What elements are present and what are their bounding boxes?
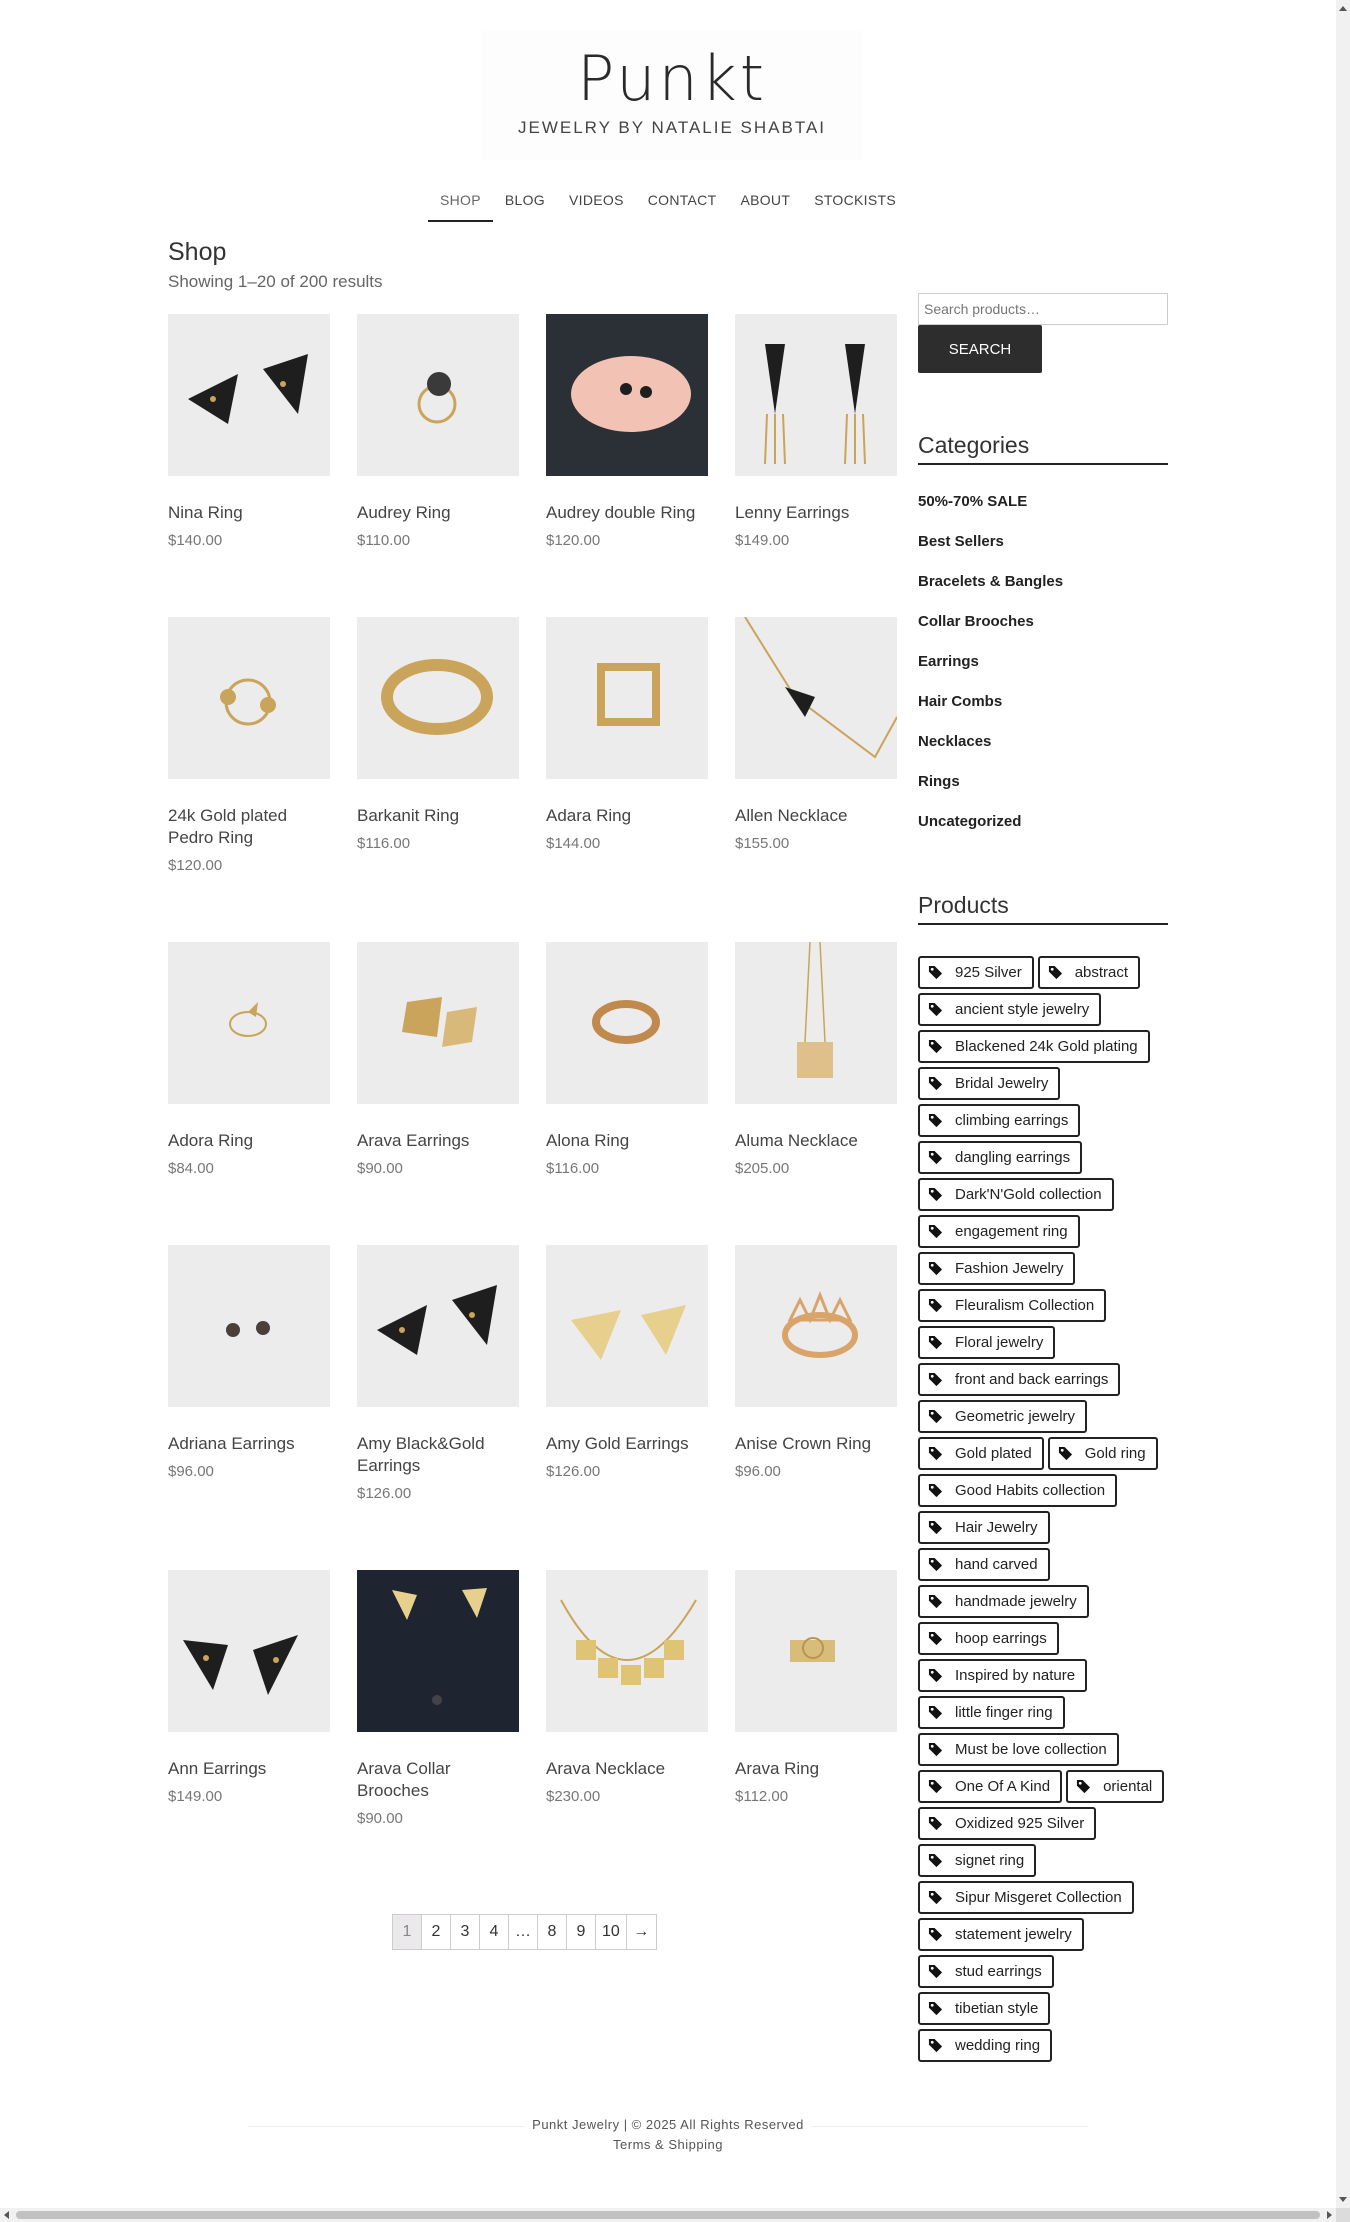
tag-icon	[928, 1039, 943, 1054]
pagination	[392, 1914, 657, 1950]
scrollbar-thumb[interactable]	[16, 2211, 1320, 2219]
product-image[interactable]	[546, 314, 708, 476]
product-price: $90.00	[357, 1160, 403, 1177]
page-ellipsis: …	[509, 1915, 538, 1949]
product-name[interactable]: Barkanit Ring	[357, 806, 460, 825]
tag-icon	[1058, 1446, 1073, 1461]
product-tag[interactable]	[918, 1400, 1087, 1433]
tag-label: little finger ring	[955, 1704, 1053, 1721]
vertical-scrollbar[interactable]	[1336, 0, 1350, 2208]
category-link[interactable]: 50%-70% SALE	[918, 493, 1028, 510]
product-name[interactable]: Arava Collar Brooches	[357, 1759, 451, 1800]
product-card[interactable]	[357, 1570, 519, 1827]
page-link[interactable]: 2	[422, 1915, 451, 1949]
tag-icon	[1048, 965, 1063, 980]
tag-label: ancient style jewelry	[955, 1001, 1090, 1018]
tag-row	[918, 1696, 1178, 1733]
tag-label: stud earrings	[955, 1963, 1042, 1980]
tag-icon	[928, 1187, 943, 1202]
product-tag[interactable]	[918, 1104, 1080, 1137]
tag-icon	[928, 1446, 943, 1461]
product-price: $126.00	[546, 1463, 601, 1480]
tag-row	[918, 1733, 1178, 1770]
product-tag[interactable]	[918, 1918, 1084, 1951]
product-card[interactable]	[168, 1570, 330, 1805]
product-card[interactable]	[546, 617, 708, 852]
product-tag[interactable]	[918, 1844, 1036, 1877]
tag-icon	[928, 1113, 943, 1128]
tag-row	[918, 1548, 1178, 1585]
product-image[interactable]	[546, 942, 708, 1104]
category-link[interactable]: Bracelets & Bangles	[918, 573, 1064, 590]
result-count: Showing 1–20 of 200 results	[168, 272, 383, 291]
tag-row	[918, 1215, 1178, 1252]
product-card[interactable]	[357, 1245, 519, 1502]
tag-icon	[928, 1816, 943, 1831]
product-tag[interactable]	[918, 1252, 1075, 1285]
product-tag[interactable]	[918, 1733, 1119, 1766]
tag-row	[918, 1289, 1178, 1326]
product-card[interactable]	[735, 617, 897, 852]
nav-stockists[interactable]: STOCKISTS	[814, 192, 896, 208]
product-image[interactable]	[168, 617, 330, 779]
scroll-down-icon[interactable]	[1339, 2197, 1347, 2202]
tag-icon	[928, 1705, 943, 1720]
tag-icon	[928, 1372, 943, 1387]
product-name[interactable]: Adriana Earrings	[168, 1434, 295, 1453]
tag-icon	[928, 1002, 943, 1017]
product-price: $96.00	[168, 1463, 214, 1480]
product-tag[interactable]	[918, 1178, 1114, 1211]
tag-label: wedding ring	[955, 2037, 1041, 2054]
product-price: $110.00	[357, 532, 411, 549]
tag-row	[918, 1363, 1178, 1400]
category-link[interactable]: Rings	[918, 773, 960, 790]
tag-icon	[928, 1261, 943, 1276]
tag-label: Bridal Jewelry	[955, 1075, 1049, 1092]
product-tag[interactable]	[918, 1585, 1089, 1618]
product-image[interactable]	[735, 942, 897, 1104]
tag-label: signet ring	[955, 1852, 1025, 1869]
tag-label: tibetian style	[955, 2000, 1039, 2017]
page-title: Shop	[168, 238, 227, 266]
product-name[interactable]: Arava Necklace	[546, 1759, 666, 1778]
tag-label: hoop earrings	[955, 1630, 1047, 1647]
product-name[interactable]: Ann Earrings	[168, 1759, 267, 1778]
nav-contact[interactable]: CONTACT	[647, 192, 717, 208]
tag-row	[918, 1474, 1178, 1511]
product-tag[interactable]	[1038, 956, 1140, 989]
tag-row	[918, 1178, 1178, 1215]
product-tag[interactable]	[918, 1326, 1055, 1359]
tag-icon	[928, 1853, 943, 1868]
logo-tagline: JEWELRY BY NATALIE SHABTAI	[517, 118, 827, 137]
tag-icon	[928, 1890, 943, 1905]
tag-icon	[928, 2001, 943, 2016]
product-image[interactable]	[735, 617, 897, 779]
product-tag[interactable]	[918, 1955, 1054, 1988]
product-tag[interactable]	[918, 956, 1034, 989]
product-tag[interactable]	[918, 1289, 1106, 1322]
tag-label: Oxidized 925 Silver	[955, 1815, 1085, 1832]
product-name[interactable]: Lenny Earrings	[735, 503, 850, 522]
product-tag[interactable]	[918, 1807, 1096, 1840]
tag-label: front and back earrings	[955, 1371, 1109, 1388]
tag-icon	[928, 2038, 943, 2053]
tag-icon	[928, 1483, 943, 1498]
product-card[interactable]	[546, 1570, 708, 1805]
product-image[interactable]	[357, 314, 519, 476]
tag-label: Sipur Misgeret Collection	[955, 1889, 1122, 1906]
product-tag[interactable]	[918, 1141, 1082, 1174]
terms-link[interactable]: Terms & Shipping	[613, 2137, 723, 2152]
product-image[interactable]	[168, 314, 330, 476]
tag-row	[918, 1437, 1178, 1474]
tag-row	[918, 1844, 1178, 1881]
product-card[interactable]	[168, 617, 330, 874]
product-name[interactable]: Arava Earrings	[357, 1131, 470, 1150]
product-tag[interactable]	[918, 1622, 1059, 1655]
product-price: $230.00	[546, 1788, 601, 1805]
product-card[interactable]	[735, 942, 897, 1177]
product-name[interactable]: Adara Ring	[546, 806, 632, 825]
tag-label: handmade jewelry	[955, 1593, 1077, 1610]
product-name[interactable]: Audrey double Ring	[546, 503, 696, 522]
scrollbar-corner	[1336, 2208, 1350, 2222]
tag-icon	[928, 1298, 943, 1313]
site-logo[interactable]	[482, 30, 862, 160]
category-link[interactable]: Hair Combs	[918, 693, 1003, 710]
tag-row	[918, 1104, 1178, 1141]
product-price: $96.00	[735, 1463, 781, 1480]
tag-row	[918, 1881, 1178, 1918]
tag-row	[918, 1955, 1178, 1992]
nav-shop[interactable]: SHOP	[428, 186, 493, 222]
product-price: $120.00	[546, 532, 601, 549]
page-link[interactable]: 4	[480, 1915, 509, 1949]
product-tag[interactable]	[918, 1696, 1065, 1729]
search-input[interactable]	[918, 293, 1168, 325]
product-card[interactable]	[546, 314, 708, 549]
tag-cloud	[918, 956, 1178, 2066]
product-price: $149.00	[168, 1788, 223, 1805]
tag-icon	[928, 1742, 943, 1757]
product-card[interactable]	[357, 617, 519, 852]
category-list	[918, 490, 1063, 850]
product-price: $205.00	[735, 1160, 790, 1177]
product-name[interactable]: Aluma Necklace	[735, 1131, 858, 1150]
nav-blog[interactable]: BLOG	[504, 192, 545, 208]
tag-row	[918, 1030, 1178, 1067]
tag-label: 925 Silver	[955, 964, 1022, 981]
product-tag[interactable]	[918, 1067, 1060, 1100]
tag-icon	[928, 1631, 943, 1646]
scroll-up-icon[interactable]	[1339, 6, 1347, 11]
product-name[interactable]: Amy Black&Gold Earrings	[357, 1434, 485, 1475]
tag-label: climbing earrings	[955, 1112, 1069, 1129]
product-name[interactable]: Alona Ring	[546, 1131, 630, 1150]
product-image[interactable]	[168, 942, 330, 1104]
nav-videos[interactable]: VIDEOS	[569, 192, 624, 208]
nav-about[interactable]: ABOUT	[740, 192, 791, 208]
product-name[interactable]: Adora Ring	[168, 1131, 254, 1150]
product-image[interactable]	[357, 942, 519, 1104]
product-tag[interactable]	[918, 1363, 1120, 1396]
category-link[interactable]: Best Sellers	[918, 533, 1004, 550]
product-name[interactable]: Anise Crown Ring	[735, 1434, 872, 1453]
tag-label: Dark'N'Gold collection	[955, 1186, 1102, 1203]
product-tag[interactable]	[918, 1881, 1134, 1914]
tag-row	[918, 1807, 1178, 1844]
product-image[interactable]	[168, 1570, 330, 1732]
tag-label: Gold ring	[1084, 1445, 1146, 1462]
tag-icon	[928, 1224, 943, 1239]
product-price: $120.00	[168, 857, 223, 874]
tag-icon	[928, 1779, 943, 1794]
product-tag[interactable]	[1048, 1437, 1158, 1470]
product-card[interactable]	[168, 314, 330, 549]
tag-label: dangling earrings	[955, 1149, 1071, 1166]
tag-icon	[928, 1927, 943, 1942]
tag-row	[918, 1992, 1178, 2029]
tag-label: One Of A Kind	[955, 1778, 1051, 1795]
tag-label: oriental	[1103, 1778, 1153, 1795]
tag-row	[918, 1067, 1178, 1104]
product-card[interactable]	[546, 1245, 708, 1480]
product-price: $116.00	[357, 835, 411, 852]
product-tags-title: Products	[918, 892, 1168, 925]
tag-icon	[928, 965, 943, 980]
product-price: $112.00	[735, 1788, 789, 1805]
tag-row	[918, 1326, 1178, 1363]
tag-label: Good Habits collection	[955, 1482, 1106, 1499]
product-image[interactable]	[546, 617, 708, 779]
tag-row	[918, 993, 1178, 1030]
tag-icon	[928, 1409, 943, 1424]
product-tag[interactable]	[1066, 1770, 1164, 1803]
product-card[interactable]	[357, 942, 519, 1177]
page-link[interactable]: 8	[538, 1915, 567, 1949]
scroll-right-icon[interactable]	[1327, 2211, 1332, 2219]
category-link[interactable]: Necklaces	[918, 733, 992, 750]
product-name[interactable]: Allen Necklace	[735, 806, 848, 825]
product-name[interactable]: Nina Ring	[168, 503, 243, 522]
page-link[interactable]: 10	[596, 1915, 627, 1949]
product-tag[interactable]	[918, 1437, 1044, 1470]
product-tag[interactable]	[918, 2029, 1052, 2062]
product-price: $155.00	[735, 835, 790, 852]
tag-label: Hair Jewelry	[955, 1519, 1038, 1536]
tag-label: Blackened 24k Gold plating	[955, 1038, 1138, 1055]
tag-icon	[1076, 1779, 1091, 1794]
product-card[interactable]	[357, 314, 519, 549]
categories-title: Categories	[918, 432, 1168, 465]
page-link[interactable]: 3	[451, 1915, 480, 1949]
product-card[interactable]	[168, 942, 330, 1177]
product-tag[interactable]	[918, 1474, 1117, 1507]
product-image[interactable]	[546, 1570, 708, 1732]
tag-icon	[928, 1520, 943, 1535]
product-image[interactable]	[735, 1245, 897, 1407]
next-page-arrow[interactable]: →	[627, 1915, 656, 1949]
tag-label: Fleuralism Collection	[955, 1297, 1095, 1314]
product-price: $140.00	[168, 532, 223, 549]
product-card[interactable]	[735, 1570, 897, 1805]
tag-row	[918, 1918, 1178, 1955]
product-tag[interactable]	[918, 993, 1101, 1026]
category-link[interactable]: Collar Brooches	[918, 613, 1034, 630]
search-button[interactable]: SEARCH	[918, 325, 1042, 373]
tag-label: Floral jewelry	[955, 1334, 1044, 1351]
product-price: $116.00	[546, 1160, 600, 1177]
tag-row	[918, 1770, 1178, 1807]
tag-row	[918, 1511, 1178, 1548]
category-link[interactable]: Uncategorized	[918, 813, 1022, 830]
product-price: $126.00	[357, 1485, 412, 1502]
product-tag[interactable]	[918, 1992, 1050, 2025]
product-tag[interactable]	[918, 1030, 1150, 1063]
tag-label: statement jewelry	[955, 1926, 1072, 1943]
tag-label: hand carved	[955, 1556, 1038, 1573]
product-card[interactable]	[735, 1245, 897, 1480]
tag-label: Must be love collection	[955, 1741, 1107, 1758]
category-link[interactable]: Earrings	[918, 653, 979, 670]
product-image[interactable]	[357, 1570, 519, 1732]
product-tag[interactable]	[918, 1659, 1087, 1692]
tag-icon	[928, 1557, 943, 1572]
tag-row	[918, 2029, 1178, 2066]
tag-row	[918, 1585, 1178, 1622]
product-name[interactable]: Audrey Ring	[357, 503, 451, 522]
product-price: $149.00	[735, 532, 790, 549]
tag-label: Fashion Jewelry	[955, 1260, 1064, 1277]
product-tag[interactable]	[918, 1511, 1050, 1544]
product-card[interactable]	[168, 1245, 330, 1480]
product-tag[interactable]	[918, 1548, 1050, 1581]
tag-icon	[928, 1668, 943, 1683]
product-image[interactable]	[357, 1245, 519, 1407]
product-name[interactable]: 24k Gold plated Pedro Ring	[168, 806, 288, 847]
tag-label: Inspired by nature	[955, 1667, 1076, 1684]
tag-label: engagement ring	[955, 1223, 1068, 1240]
product-tag[interactable]	[918, 1770, 1062, 1803]
product-price: $84.00	[168, 1160, 214, 1177]
tag-icon	[928, 1594, 943, 1609]
tag-icon	[928, 1964, 943, 1979]
product-card[interactable]	[546, 942, 708, 1177]
page-link-current: 1	[393, 1915, 422, 1949]
scroll-left-icon[interactable]	[4, 2211, 9, 2219]
tag-label: Gold plated	[955, 1445, 1032, 1462]
tag-icon	[928, 1150, 943, 1165]
tag-icon	[928, 1335, 943, 1350]
product-price: $90.00	[357, 1810, 403, 1827]
tag-label: abstract	[1074, 964, 1129, 981]
product-image[interactable]	[735, 1570, 897, 1732]
tag-row	[918, 1622, 1178, 1659]
tag-row	[918, 1252, 1178, 1289]
product-name[interactable]: Amy Gold Earrings	[546, 1434, 689, 1453]
product-tag[interactable]	[918, 1215, 1080, 1248]
footer-copyright: Punkt Jewelry | © 2025 All Rights Reserved	[0, 2117, 1336, 2132]
tag-row	[918, 1400, 1178, 1437]
product-image[interactable]	[168, 1245, 330, 1407]
tag-icon	[928, 1076, 943, 1091]
page-link[interactable]: 9	[567, 1915, 596, 1949]
product-card[interactable]	[735, 314, 897, 549]
product-name[interactable]: Arava Ring	[735, 1759, 820, 1778]
tag-row	[918, 956, 1178, 993]
main-nav	[0, 186, 1336, 222]
tag-label: Geometric jewelry	[955, 1408, 1076, 1425]
product-image[interactable]	[546, 1245, 708, 1407]
tag-row	[918, 1659, 1178, 1696]
tag-row	[918, 1141, 1178, 1178]
logo-wordmark: Punkt	[576, 42, 768, 115]
product-image[interactable]	[357, 617, 519, 779]
product-image[interactable]	[735, 314, 897, 476]
product-price: $144.00	[546, 835, 601, 852]
horizontal-scrollbar[interactable]	[0, 2208, 1336, 2222]
